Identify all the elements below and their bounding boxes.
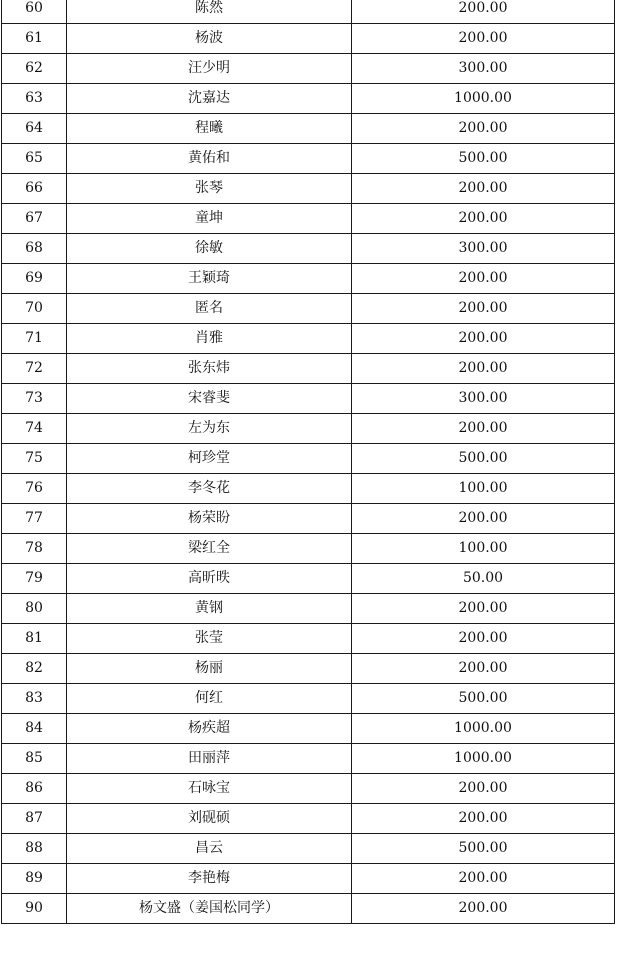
amount-cell: 200.00 bbox=[352, 594, 615, 624]
row-number-cell: 80 bbox=[2, 594, 67, 624]
amount-cell: 200.00 bbox=[352, 354, 615, 384]
donor-name-cell: 田丽萍 bbox=[67, 744, 352, 774]
amount-cell: 100.00 bbox=[352, 534, 615, 564]
donor-name-cell: 程曦 bbox=[67, 114, 352, 144]
donation-table bbox=[1, 0, 615, 924]
donor-name-cell: 黄钢 bbox=[67, 594, 352, 624]
table-row bbox=[2, 684, 615, 714]
amount-cell: 300.00 bbox=[352, 384, 615, 414]
table-row bbox=[2, 264, 615, 294]
table-row bbox=[2, 144, 615, 174]
donor-name-cell: 宋睿斐 bbox=[67, 384, 352, 414]
donor-name-cell: 杨荣盼 bbox=[67, 504, 352, 534]
amount-cell: 200.00 bbox=[352, 774, 615, 804]
table-row bbox=[2, 444, 615, 474]
donor-name-cell: 昌云 bbox=[67, 834, 352, 864]
table-row bbox=[2, 504, 615, 534]
donor-name-cell: 沈嘉达 bbox=[67, 84, 352, 114]
row-number-cell: 66 bbox=[2, 174, 67, 204]
table-row bbox=[2, 24, 615, 54]
donor-name-cell: 陈然 bbox=[67, 0, 352, 24]
donor-name-cell: 王颖琦 bbox=[67, 264, 352, 294]
table-row bbox=[2, 714, 615, 744]
row-number-cell: 60 bbox=[2, 0, 67, 24]
row-number-cell: 62 bbox=[2, 54, 67, 84]
donor-name-cell: 童坤 bbox=[67, 204, 352, 234]
amount-cell: 1000.00 bbox=[352, 714, 615, 744]
amount-cell: 100.00 bbox=[352, 474, 615, 504]
row-number-cell: 71 bbox=[2, 324, 67, 354]
table-row bbox=[2, 834, 615, 864]
table-row bbox=[2, 174, 615, 204]
donor-name-cell: 张东炜 bbox=[67, 354, 352, 384]
donor-name-cell: 肖雅 bbox=[67, 324, 352, 354]
row-number-cell: 74 bbox=[2, 414, 67, 444]
table-row bbox=[2, 474, 615, 504]
row-number-cell: 61 bbox=[2, 24, 67, 54]
donor-name-cell: 高昕昳 bbox=[67, 564, 352, 594]
donor-name-cell: 李艳梅 bbox=[67, 864, 352, 894]
table-row bbox=[2, 864, 615, 894]
row-number-cell: 81 bbox=[2, 624, 67, 654]
amount-cell: 500.00 bbox=[352, 444, 615, 474]
amount-cell: 200.00 bbox=[352, 204, 615, 234]
table-row bbox=[2, 84, 615, 114]
amount-cell: 200.00 bbox=[352, 504, 615, 534]
amount-cell: 300.00 bbox=[352, 54, 615, 84]
row-number-cell: 89 bbox=[2, 864, 67, 894]
row-number-cell: 65 bbox=[2, 144, 67, 174]
table-row bbox=[2, 564, 615, 594]
row-number-cell: 86 bbox=[2, 774, 67, 804]
donor-name-cell: 黄佑和 bbox=[67, 144, 352, 174]
table-row bbox=[2, 624, 615, 654]
row-number-cell: 72 bbox=[2, 354, 67, 384]
row-number-cell: 63 bbox=[2, 84, 67, 114]
amount-cell: 200.00 bbox=[352, 894, 615, 924]
row-number-cell: 67 bbox=[2, 204, 67, 234]
table-row bbox=[2, 384, 615, 414]
table-row bbox=[2, 744, 615, 774]
donor-name-cell: 杨丽 bbox=[67, 654, 352, 684]
row-number-cell: 64 bbox=[2, 114, 67, 144]
amount-cell: 300.00 bbox=[352, 234, 615, 264]
row-number-cell: 85 bbox=[2, 744, 67, 774]
table-row bbox=[2, 234, 615, 264]
table-row bbox=[2, 654, 615, 684]
row-number-cell: 83 bbox=[2, 684, 67, 714]
row-number-cell: 87 bbox=[2, 804, 67, 834]
donor-name-cell: 何红 bbox=[67, 684, 352, 714]
table-row bbox=[2, 114, 615, 144]
row-number-cell: 73 bbox=[2, 384, 67, 414]
amount-cell: 500.00 bbox=[352, 834, 615, 864]
table-row bbox=[2, 804, 615, 834]
table-row bbox=[2, 294, 615, 324]
row-number-cell: 90 bbox=[2, 894, 67, 924]
donor-name-cell: 汪少明 bbox=[67, 54, 352, 84]
donor-name-cell: 张莹 bbox=[67, 624, 352, 654]
amount-cell: 200.00 bbox=[352, 24, 615, 54]
amount-cell: 200.00 bbox=[352, 864, 615, 894]
donor-name-cell: 张琴 bbox=[67, 174, 352, 204]
row-number-cell: 68 bbox=[2, 234, 67, 264]
table-row bbox=[2, 324, 615, 354]
amount-cell: 1000.00 bbox=[352, 84, 615, 114]
amount-cell: 200.00 bbox=[352, 174, 615, 204]
amount-cell: 200.00 bbox=[352, 624, 615, 654]
amount-cell: 200.00 bbox=[352, 654, 615, 684]
row-number-cell: 75 bbox=[2, 444, 67, 474]
donor-name-cell: 石咏宝 bbox=[67, 774, 352, 804]
amount-cell: 200.00 bbox=[352, 114, 615, 144]
donor-name-cell: 李冬花 bbox=[67, 474, 352, 504]
table-row bbox=[2, 354, 615, 384]
amount-cell: 200.00 bbox=[352, 0, 615, 24]
table-row bbox=[2, 594, 615, 624]
row-number-cell: 70 bbox=[2, 294, 67, 324]
amount-cell: 200.00 bbox=[352, 804, 615, 834]
table-body bbox=[2, 0, 615, 924]
donor-name-cell: 梁红全 bbox=[67, 534, 352, 564]
donor-name-cell: 匿名 bbox=[67, 294, 352, 324]
table-row bbox=[2, 204, 615, 234]
table-row bbox=[2, 894, 615, 924]
donor-name-cell: 刘砚硕 bbox=[67, 804, 352, 834]
donor-name-cell: 柯珍堂 bbox=[67, 444, 352, 474]
donor-name-cell: 徐敏 bbox=[67, 234, 352, 264]
row-number-cell: 69 bbox=[2, 264, 67, 294]
table-row bbox=[2, 54, 615, 84]
donor-name-cell: 杨波 bbox=[67, 24, 352, 54]
row-number-cell: 82 bbox=[2, 654, 67, 684]
row-number-cell: 78 bbox=[2, 534, 67, 564]
row-number-cell: 76 bbox=[2, 474, 67, 504]
row-number-cell: 77 bbox=[2, 504, 67, 534]
row-number-cell: 84 bbox=[2, 714, 67, 744]
amount-cell: 1000.00 bbox=[352, 744, 615, 774]
donor-name-cell: 杨文盛（姜国松同学） bbox=[67, 894, 352, 924]
donor-name-cell: 杨疾超 bbox=[67, 714, 352, 744]
amount-cell: 500.00 bbox=[352, 144, 615, 174]
amount-cell: 200.00 bbox=[352, 264, 615, 294]
donor-name-cell: 左为东 bbox=[67, 414, 352, 444]
table-row bbox=[2, 534, 615, 564]
table-row bbox=[2, 0, 615, 24]
amount-cell: 200.00 bbox=[352, 414, 615, 444]
table-row bbox=[2, 414, 615, 444]
row-number-cell: 79 bbox=[2, 564, 67, 594]
table-row bbox=[2, 774, 615, 804]
amount-cell: 200.00 bbox=[352, 324, 615, 354]
amount-cell: 50.00 bbox=[352, 564, 615, 594]
row-number-cell: 88 bbox=[2, 834, 67, 864]
amount-cell: 200.00 bbox=[352, 294, 615, 324]
amount-cell: 500.00 bbox=[352, 684, 615, 714]
